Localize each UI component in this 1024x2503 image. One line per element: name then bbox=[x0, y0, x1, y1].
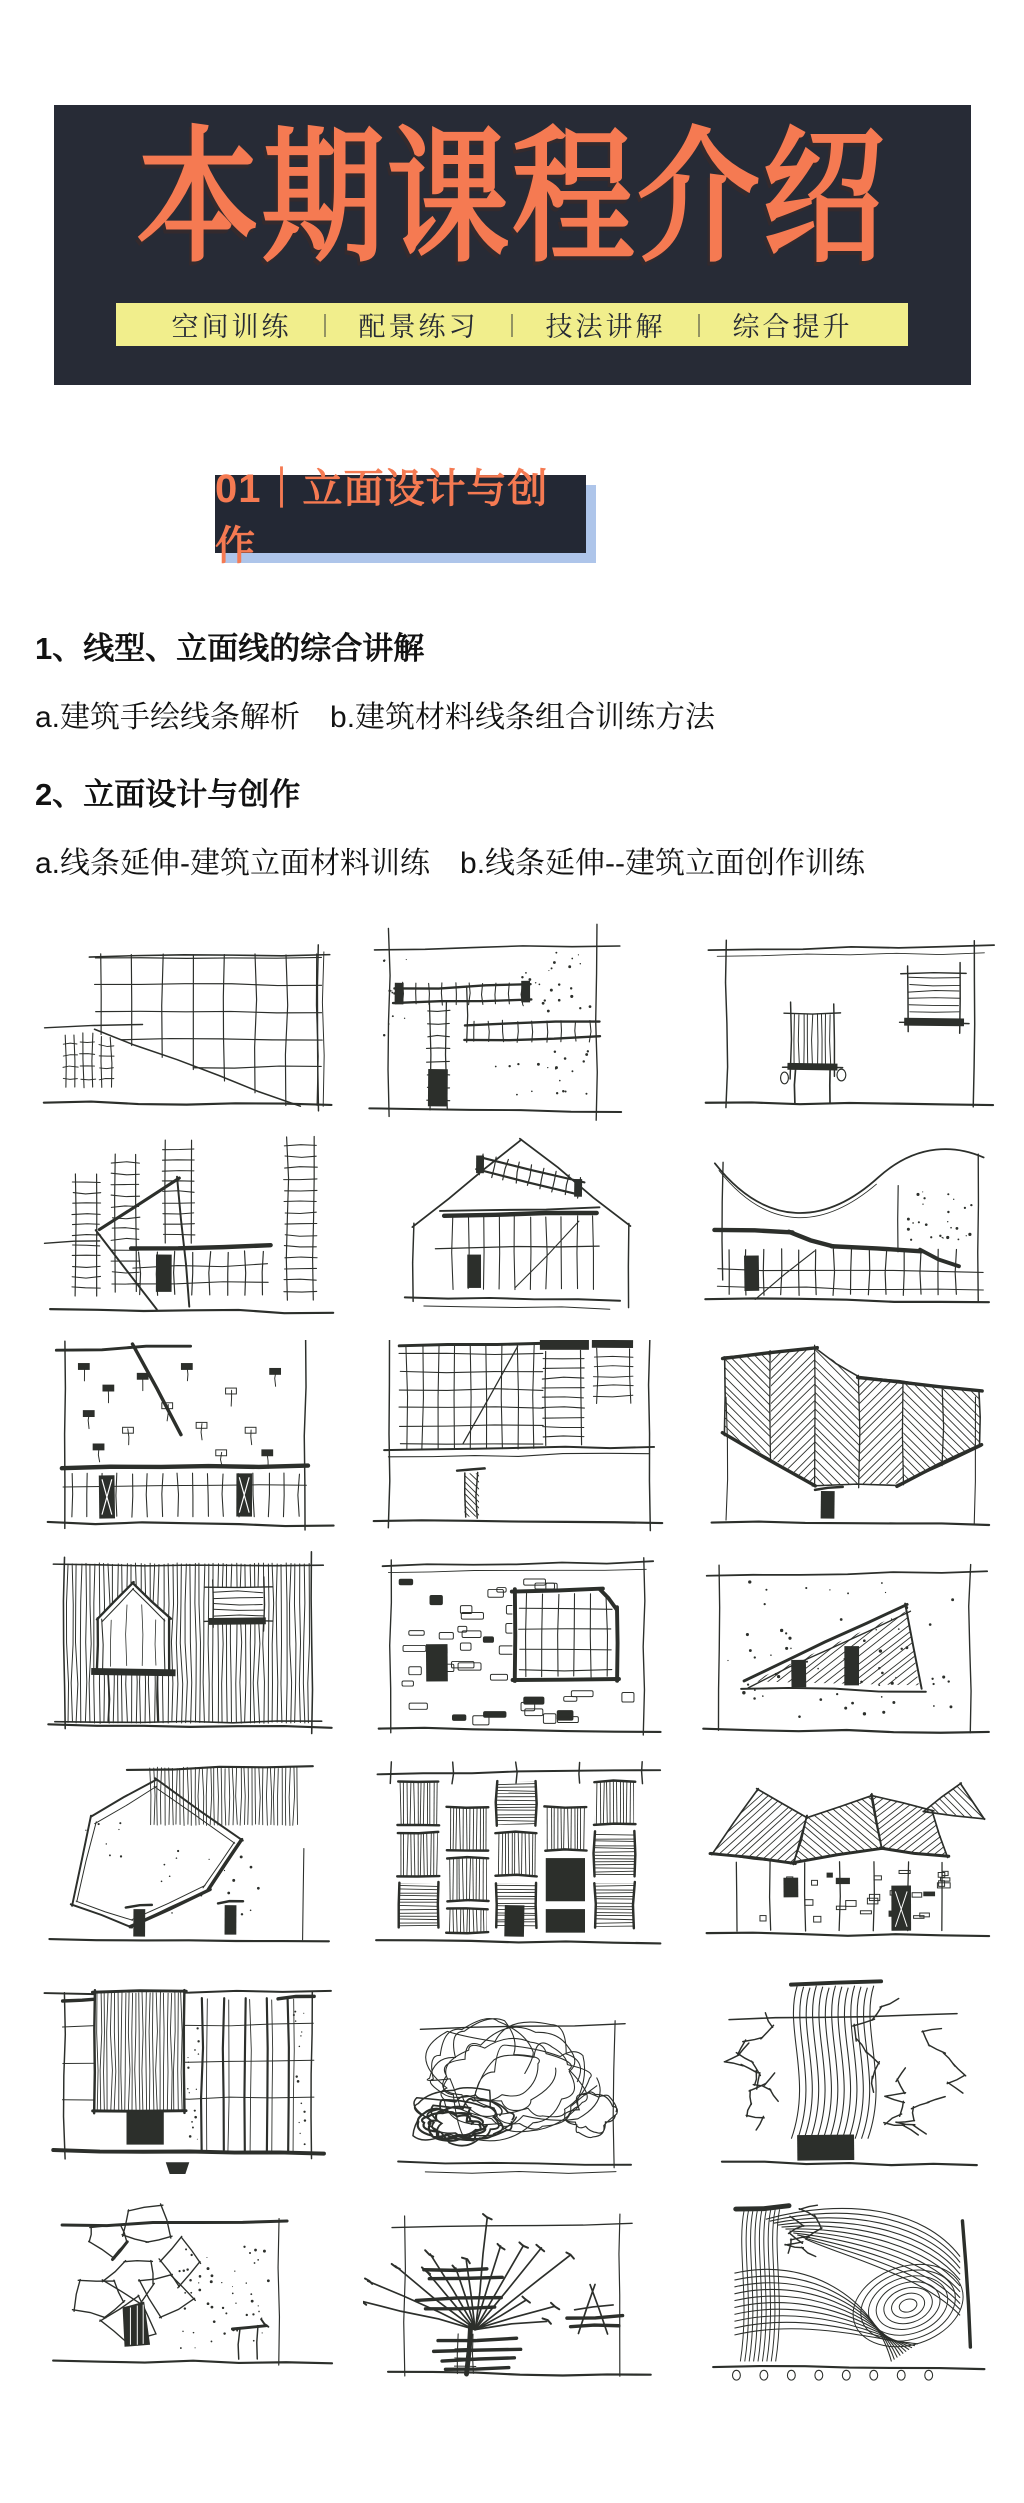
outline-detail-1: a.建筑手绘线条解析 b.建筑材料线条组合训练方法 bbox=[35, 701, 716, 735]
sketch-wavy-roof-arcade-drawing bbox=[691, 1130, 998, 1336]
outline-detail-2: a.线条延伸-建筑立面材料训练 b.线条延伸--建筑立面创作训练 bbox=[35, 847, 866, 881]
sketch-gable-slat-elevation bbox=[363, 1130, 670, 1336]
sketch-slat-screen-facade bbox=[34, 1970, 341, 2176]
sketch-scribble-tree-canopy bbox=[363, 1970, 670, 2176]
banner-tagline bbox=[116, 303, 908, 346]
sketch-grid-stair-facade bbox=[363, 1340, 670, 1546]
sketch-flowing-curve-mass-drawing bbox=[691, 2180, 998, 2386]
sketch-crystal-polygon-cluster bbox=[34, 2180, 341, 2386]
outline-heading-1: 1、线型、立面线的综合讲解 bbox=[35, 631, 425, 666]
outline-section-1 bbox=[35, 630, 1004, 736]
sketch-scribble-tree-canopy-drawing bbox=[363, 1970, 670, 2176]
sketch-angular-outline-dots bbox=[34, 1760, 341, 1966]
sketch-dotted-shed-elevation-drawing bbox=[691, 1550, 998, 1756]
sketch-slat-wall-house-window bbox=[34, 1550, 341, 1756]
course-outline bbox=[35, 630, 1004, 882]
sketch-curved-band-zigzag bbox=[691, 1970, 998, 2176]
tagline-item: 综合提升 bbox=[732, 312, 853, 342]
sketch-stone-wall-big-window-drawing bbox=[363, 1550, 670, 1756]
sketch-sloped-pergola-elevation-drawing bbox=[34, 920, 341, 1126]
tagline-separator: ｜ bbox=[500, 313, 524, 339]
sketch-ladder-tower-elevation-drawing bbox=[34, 1130, 341, 1336]
sketch-wall-two-windows-drawing bbox=[691, 920, 998, 1126]
sketch-wavy-roof-arcade bbox=[691, 1130, 998, 1336]
sketch-stone-wall-big-window bbox=[363, 1550, 670, 1756]
sketch-stick-bundle-tree-drawing bbox=[363, 2180, 670, 2386]
sketch-angular-outline-dots-drawing bbox=[34, 1760, 341, 1966]
banner-title: 本期课程介绍 bbox=[136, 116, 888, 279]
sketch-zigzag-panel-band bbox=[691, 1340, 998, 1546]
sketch-gable-slat-elevation-drawing bbox=[363, 1130, 670, 1336]
sketch-woven-checker-facade bbox=[363, 1760, 670, 1966]
chapter-badge: 01｜立面设计与创作 bbox=[215, 475, 586, 553]
sketch-folded-roof-brick-drawing bbox=[691, 1760, 998, 1966]
outline-section-2 bbox=[35, 776, 1004, 882]
sketch-sloped-pergola-elevation bbox=[34, 920, 341, 1126]
sketch-slat-wall-house-window-drawing bbox=[34, 1550, 341, 1756]
sketch-gallery bbox=[34, 920, 998, 2386]
sketch-dotted-shed-elevation bbox=[691, 1550, 998, 1756]
sketch-ladder-tower-elevation bbox=[34, 1130, 341, 1336]
tagline-item: 技法讲解 bbox=[545, 312, 666, 342]
course-intro-poster bbox=[0, 105, 1024, 2503]
sketch-step-trellis-elevation-drawing bbox=[363, 920, 670, 1126]
sketch-flag-wall-elevation bbox=[34, 1340, 341, 1546]
tagline-separator: ｜ bbox=[313, 313, 337, 339]
sketch-wall-two-windows bbox=[691, 920, 998, 1126]
tagline-item: 空间训练 bbox=[171, 312, 292, 342]
sketch-curved-band-zigzag-drawing bbox=[691, 1970, 998, 2176]
sketch-flag-wall-elevation-drawing bbox=[34, 1340, 341, 1546]
sketch-woven-checker-facade-drawing bbox=[363, 1760, 670, 1966]
sketch-step-trellis-elevation bbox=[363, 920, 670, 1126]
sketch-flowing-curve-mass bbox=[691, 2180, 998, 2386]
sketch-grid-stair-facade-drawing bbox=[363, 1340, 670, 1546]
tagline-item: 配景练习 bbox=[358, 312, 479, 342]
tagline-separator: ｜ bbox=[687, 313, 711, 339]
course-banner bbox=[54, 105, 971, 385]
sketch-stick-bundle-tree bbox=[363, 2180, 670, 2386]
sketch-zigzag-panel-band-drawing bbox=[691, 1340, 998, 1546]
sketch-folded-roof-brick bbox=[691, 1760, 998, 1966]
sketch-slat-screen-facade-drawing bbox=[34, 1970, 341, 2176]
outline-heading-2: 2、立面设计与创作 bbox=[35, 777, 301, 813]
sketch-crystal-polygon-cluster-drawing bbox=[34, 2180, 341, 2386]
